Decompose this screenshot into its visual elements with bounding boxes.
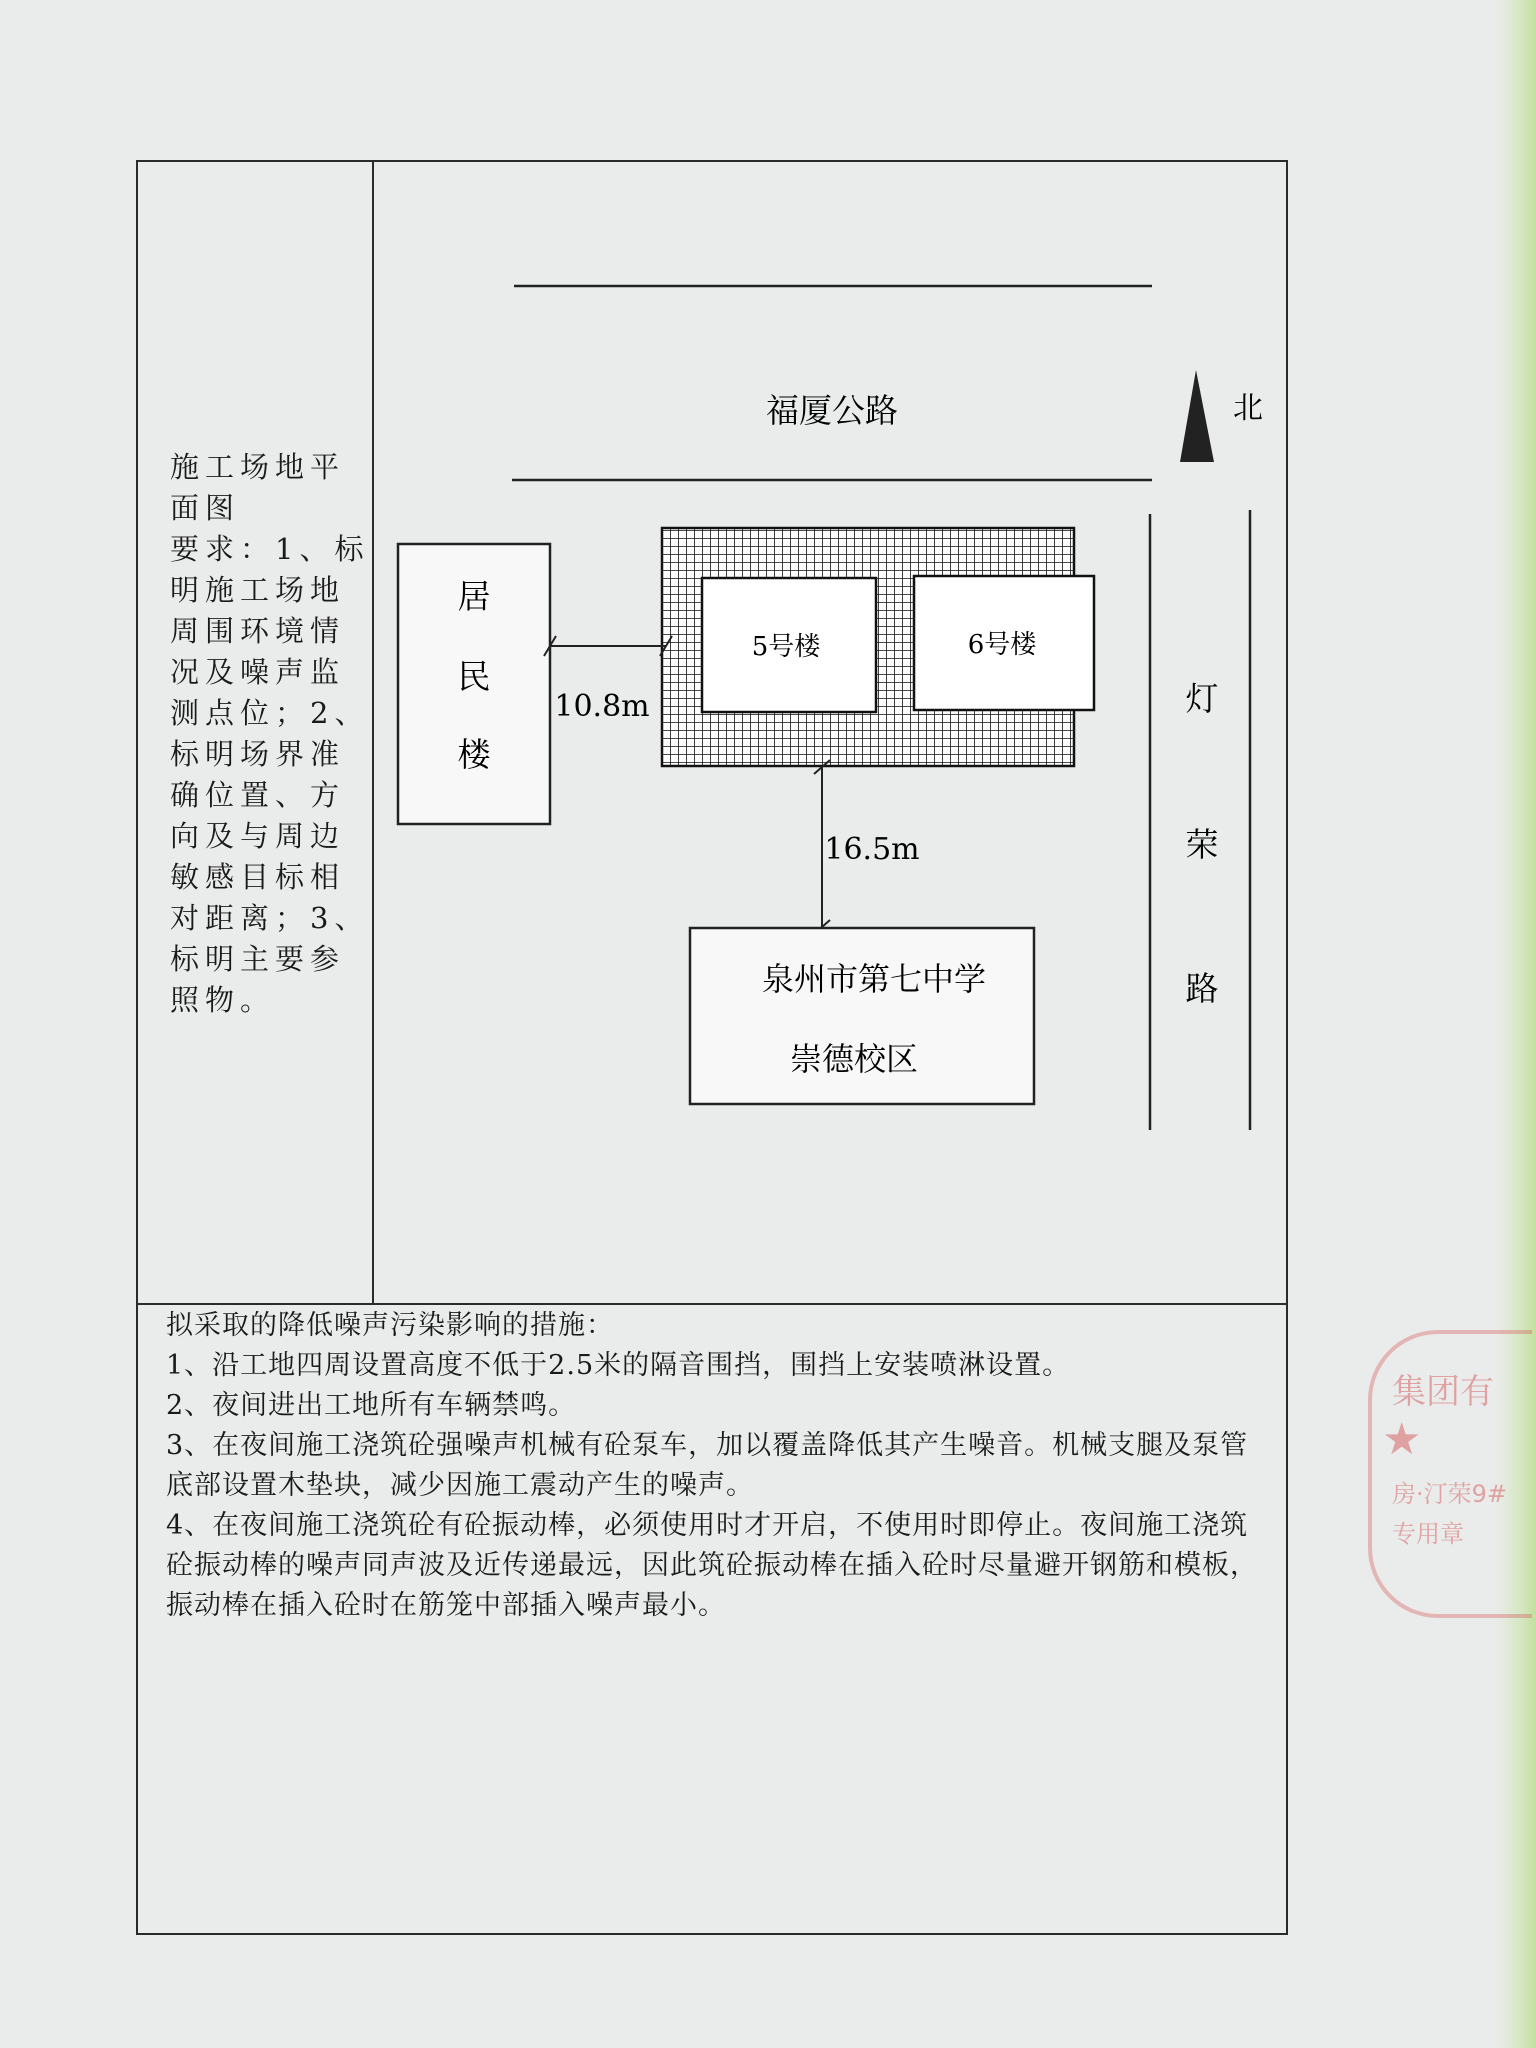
road-north-label: 福厦公路 bbox=[766, 391, 898, 430]
road-east-label-3: 路 bbox=[1185, 969, 1219, 1008]
seal-text-3: 专用章 bbox=[1392, 1520, 1464, 1548]
site-plan-diagram bbox=[374, 162, 1286, 1302]
distance-residential-label: 10.8m bbox=[554, 689, 650, 724]
plan-title: 施工场地平面图 bbox=[170, 450, 346, 525]
residential-label-2: 民 bbox=[457, 657, 491, 696]
residential-label-3: 楼 bbox=[457, 735, 491, 774]
seal-star-icon: ★ bbox=[1382, 1414, 1422, 1465]
measure-item-1: 1、沿工地四周设置高度不低于2.5米的隔音围挡，围挡上安装喷淋设置。 bbox=[166, 1350, 1071, 1381]
noise-measures bbox=[166, 1306, 1266, 1626]
measure-item-3: 3、在夜间施工浇筑砼强噪声机械有砼泵车，加以覆盖降低其产生噪音。机械支腿及泵管底部设置木垫块，减少因施工震动产生的噪声。 bbox=[166, 1430, 1249, 1501]
measure-item-4: 4、在夜间施工浇筑砼有砼振动棒，必须使用时才开启，不使用时即停止。夜间施工浇筑砼振动棒的噪声同声波及近传递最远，因此筑砼振动棒在插入砼时尽量避开钢筋和模板，振动棒在插入砼时在筋笼中部插入噪声最小。 bbox=[166, 1510, 1258, 1621]
north-label: 北 bbox=[1233, 391, 1263, 426]
road-east-label-2: 荣 bbox=[1185, 825, 1219, 864]
building-6-label: 6号楼 bbox=[967, 630, 1037, 660]
left-column bbox=[170, 447, 370, 1021]
seal-text-1: 集团有 bbox=[1392, 1372, 1494, 1412]
plan-requirements: 要求：1、标明施工场地周围环境情况及噪声监测点位；2、标明场界准确位置、方向及与周边敏感目标相对距离；3、标明主要参照物。 bbox=[170, 532, 370, 1017]
building-5-label: 5号楼 bbox=[751, 632, 821, 662]
school-name-line1: 泉州市第七中学 bbox=[761, 960, 987, 998]
page-edge bbox=[1496, 0, 1536, 2048]
school-name-line2: 崇德校区 bbox=[789, 1040, 919, 1078]
company-seal bbox=[1368, 1330, 1532, 1618]
seal-text-2: 房·汀荣9# bbox=[1392, 1480, 1508, 1508]
north-arrow-icon bbox=[1180, 370, 1214, 462]
distance-school-label: 16.5m bbox=[824, 832, 920, 867]
measures-heading: 拟采取的降低噪声污染影响的措施： bbox=[166, 1310, 614, 1341]
road-east-label-1: 灯 bbox=[1185, 679, 1219, 718]
measure-item-2: 2、夜间进出工地所有车辆禁鸣。 bbox=[166, 1390, 577, 1421]
residential-label-1: 居 bbox=[457, 577, 491, 616]
section-divider bbox=[136, 1303, 1288, 1305]
